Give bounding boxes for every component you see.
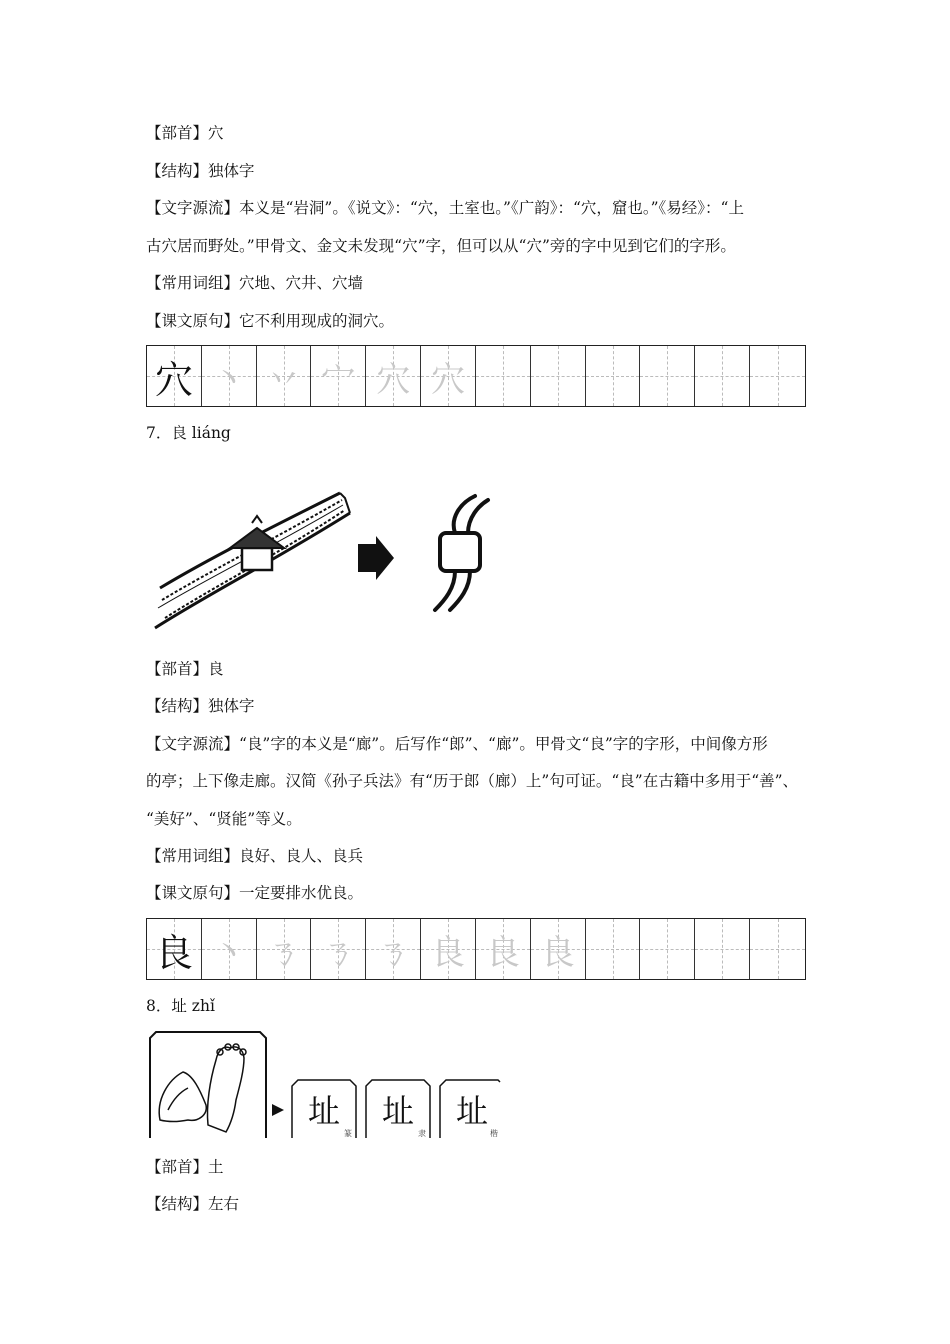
stroke-step: ㄋ: [376, 932, 411, 973]
grid-cell: [750, 346, 805, 406]
grid-cell: [750, 919, 805, 979]
stroke-step: ㄋ: [321, 932, 356, 973]
grid-cell: [586, 346, 641, 406]
zhi-evolution-illustration: [148, 1030, 508, 1142]
grid-cell: [311, 919, 366, 979]
grid-cell: [640, 919, 695, 979]
text-sentence-line: 【课文原句】一定要排水优良。: [146, 884, 364, 902]
stroke-order-grid: [146, 918, 806, 980]
grid-cell: [586, 919, 641, 979]
grid-cell: [366, 919, 421, 979]
entry-heading: 7．良 liáng: [146, 424, 231, 442]
grid-cell: [147, 346, 202, 406]
common-words-line: 【常用词组】良好、良人、良兵: [146, 847, 364, 865]
script-tag: 楷: [490, 1129, 498, 1138]
play-arrow-icon: [272, 1104, 284, 1116]
arrow-icon: [358, 536, 394, 580]
stroke-step: 良: [485, 932, 520, 973]
grid-cell: [311, 346, 366, 406]
grid-cell: [695, 346, 750, 406]
grid-cell: [366, 346, 421, 406]
script-tag: 篆: [344, 1129, 352, 1138]
script-card: [440, 1080, 500, 1138]
grid-cell: [257, 346, 312, 406]
origin-line: 【文字源流】“良”字的本义是“廊”。后写作“郎”、“廊”。甲骨文“良”字的字形，中间像方形: [146, 735, 768, 753]
grid-cell: [640, 346, 695, 406]
entry-heading: 8．址 zhǐ: [146, 997, 215, 1015]
stroke-step: 穴: [376, 359, 411, 400]
structure-line: 【结构】独体字: [146, 162, 255, 180]
grid-cell: [695, 919, 750, 979]
grid-cell: [421, 919, 476, 979]
script-char: 址: [455, 1092, 489, 1130]
corridor-to-glyph-illustration: [150, 478, 510, 638]
grid-cell: [476, 919, 531, 979]
script-tag: 隶: [418, 1129, 426, 1138]
grid-cell: [531, 919, 586, 979]
stroke-step: ㄋ: [266, 932, 301, 973]
stroke-order-grid: [146, 345, 806, 407]
stroke-step: 良: [431, 932, 466, 973]
oracle-bone-glyph: [435, 496, 488, 610]
origin-line: 【文字源流】本义是“岩洞”。《说文》：“穴，土室也。”《广韵》：“穴，窟也。”《易经》：“上: [146, 199, 744, 217]
origin-line: 的亭；上下像走廊。汉简《孙子兵法》有“历于郎（廊）上”句可证。“良”在古籍中多用于“善”、: [146, 772, 799, 790]
radical-line: 【部首】穴: [146, 124, 224, 142]
grid-cell: [531, 346, 586, 406]
stroke-step: 宀: [321, 359, 356, 400]
mound-and-foot-drawing: [159, 1044, 246, 1132]
script-card: [366, 1080, 430, 1138]
script-char: 址: [307, 1092, 341, 1130]
structure-line: 【结构】独体字: [146, 697, 255, 715]
common-words-line: 【常用词组】穴地、穴井、穴墙: [146, 274, 364, 292]
origin-line: 古穴居而野处。”甲骨文、金文未发现“穴”字，但可以从“穴”旁的字中见到它们的字形。: [146, 237, 736, 255]
grid-main-char: 穴: [154, 357, 193, 402]
script-card: [292, 1080, 356, 1138]
stroke-step: 丷: [266, 359, 301, 400]
grid-cell: [257, 919, 312, 979]
stroke-step: 丶: [211, 359, 246, 400]
script-char: 址: [381, 1092, 415, 1130]
stroke-step: 穴: [431, 359, 466, 400]
radical-line: 【部首】土: [146, 1158, 224, 1176]
text-sentence-line: 【课文原句】它不利用现成的洞穴。: [146, 312, 395, 330]
structure-line: 【结构】左右: [146, 1195, 240, 1213]
stroke-step: 良: [540, 932, 575, 973]
stroke-step: 丶: [211, 932, 246, 973]
grid-cell: [147, 919, 202, 979]
grid-cell: [476, 346, 531, 406]
grid-cell: [202, 919, 257, 979]
grid-cell: [202, 346, 257, 406]
radical-line: 【部首】良: [146, 660, 224, 678]
grid-cell: [421, 346, 476, 406]
origin-line: “美好”、“贤能”等义。: [146, 810, 302, 828]
grid-main-char: 良: [154, 930, 193, 975]
